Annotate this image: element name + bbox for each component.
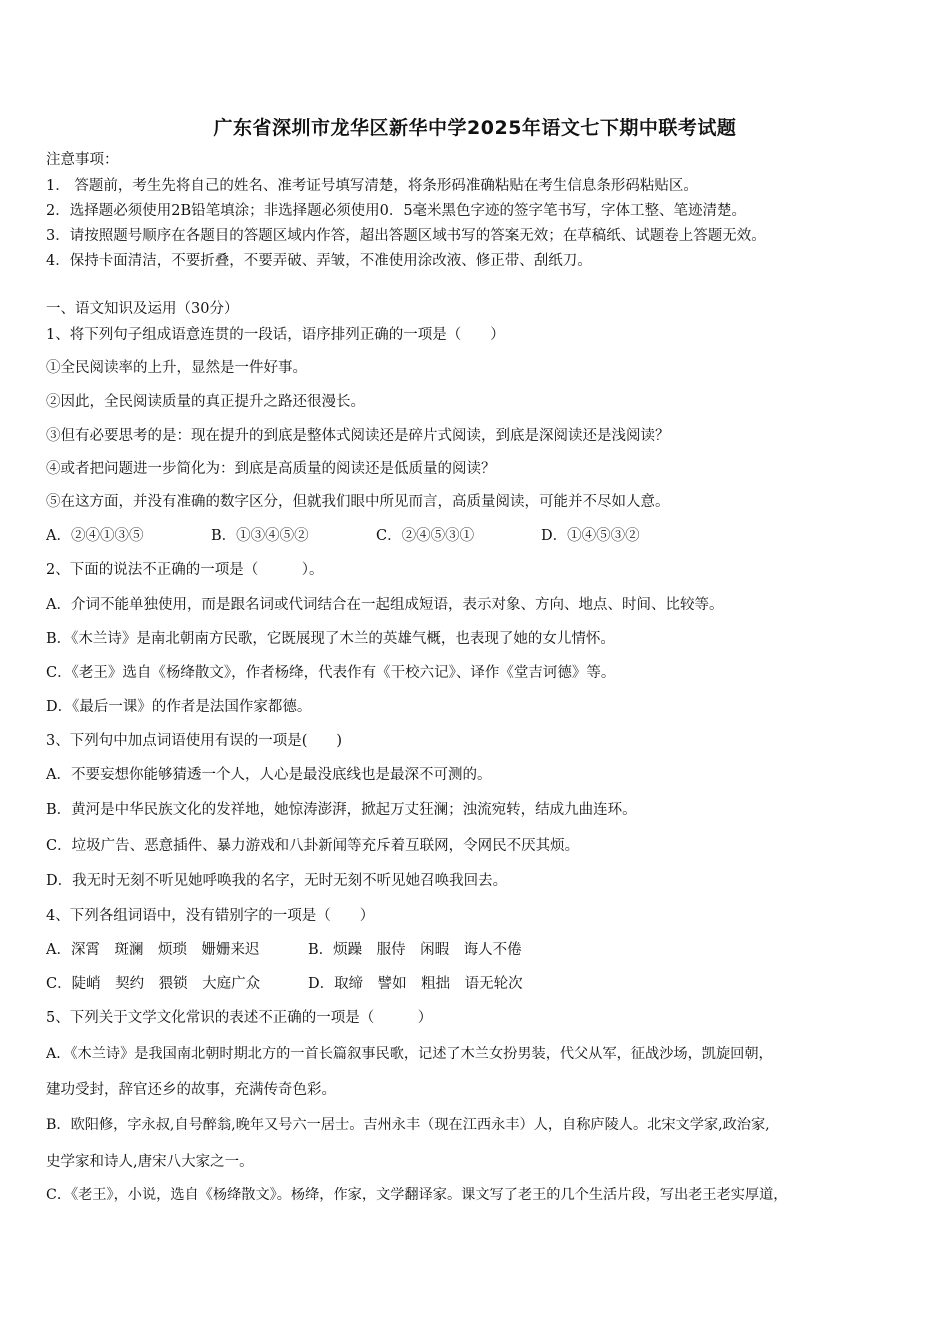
q3-option: C．垃圾广告、恶意插件、暴力游戏和八卦新闻等充斥着互联网，令网民不厌其烦。 xyxy=(46,838,580,854)
q3-stem: 3、下列句中加点词语使用有误的一项是( ) xyxy=(46,733,343,749)
q5-option-line: 建功受封，辞官还乡的故事，充满传奇色彩。 xyxy=(46,1082,336,1098)
q2-stem: 2、下面的说法不正确的一项是（ ）。 xyxy=(46,562,324,578)
q1-sentence: ①全民阅读率的上升，显然是一件好事。 xyxy=(46,360,307,376)
q1-sentence: ④或者把问题进一步简化为：到底是高质量的阅读还是低质量的阅读？ xyxy=(46,461,496,477)
notice-item: 2．选择题必须使用2B铅笔填涂；非选择题必须使用0．5毫米黑色字迹的签字笔书写，字体工整、笔迹清楚。 xyxy=(46,203,747,219)
q1-option-c: C．②④⑤③① xyxy=(376,528,475,544)
section-heading: 一、语文知识及运用（30分） xyxy=(46,301,239,317)
q1-option-b: B．①③④⑤② xyxy=(211,528,309,544)
q4-option-b: B．烦躁 服侍 闲暇 诲人不倦 xyxy=(308,942,522,958)
q1-sentence: ⑤在这方面，并没有准确的数字区分，但就我们眼中所见而言，高质量阅读，可能并不尽如人意。 xyxy=(46,494,670,510)
q2-option: D．《最后一课》的作者是法国作家都德。 xyxy=(46,699,312,715)
q3-option: A．不要妄想你能够猜透一个人，人心是最没底线也是最深不可测的。 xyxy=(46,767,492,783)
q4-options-row xyxy=(46,940,522,960)
q3-option: D．我无时无刻不听见她呼唤我的名字，无时无刻不听见她召唤我回去。 xyxy=(46,873,508,889)
q1-sentence: ②因此，全民阅读质量的真正提升之路还很漫长。 xyxy=(46,394,365,410)
q1-sentence: ③但有必要思考的是：现在提升的到底是整体式阅读还是碎片式阅读，到底是深阅读还是浅阅读？ xyxy=(46,428,670,444)
notice-heading: 注意事项： xyxy=(46,152,119,168)
q2-option: A．介词不能单独使用，而是跟名词或代词结合在一起组成短语，表示对象、方向、地点、时间、比较等。 xyxy=(46,597,724,613)
q5-option-line: C．《老王》，小说，选自《杨绛散文》。杨绛，作家，文学翻译家。课文写了老王的几个生活片段，写出老王老实厚道， xyxy=(46,1187,788,1203)
page-title: 广东省深圳市龙华区新华中学2025年语文七下期中联考试题 xyxy=(213,117,737,139)
q2-option: B．《木兰诗》是南北朝南方民歌，它既展现了木兰的英雄气概，也表现了她的女儿情怀。 xyxy=(46,631,615,647)
q1-options xyxy=(46,526,640,546)
q4-options-row xyxy=(46,974,523,994)
q4-stem: 4、下列各组词语中，没有错别字的一项是（ ） xyxy=(46,908,375,924)
q4-option-a: A．深霄 斑澜 烦琐 姗姗来迟 xyxy=(46,942,260,958)
q1-option-a: A．②④①③⑤ xyxy=(46,528,144,544)
notice-item: 1． 答题前，考生先将自己的姓名、准考证号填写清楚，将条形码准确粘贴在考生信息条形码粘贴区。 xyxy=(46,178,698,194)
notice-item: 3．请按照题号顺序在各题目的答题区域内作答，超出答题区域书写的答案无效；在草稿纸、试题卷上答题无效。 xyxy=(46,228,766,244)
q5-option-line: A．《木兰诗》是我国南北朝时期北方的一首长篇叙事民歌，记述了木兰女扮男装，代父从军，征战沙场，凯旋回朝， xyxy=(46,1046,773,1062)
q1-option-d: D．①④⑤③② xyxy=(541,528,640,544)
q3-option: B．黄河是中华民族文化的发祥地，她惊涛澎湃，掀起万丈狂澜；浊流宛转，结成九曲连环。 xyxy=(46,802,637,818)
q5-stem: 5、下列关于文学文化常识的表述不正确的一项是（ ） xyxy=(46,1010,433,1026)
q4-option-c: C．陡峭 契约 猥锁 大庭广众 xyxy=(46,976,261,992)
q2-option: C．《老王》选自《杨绛散文》，作者杨绛，代表作有《干校六记》、译作《堂吉诃德》等。 xyxy=(46,665,616,681)
q5-option-line: B．欧阳修，字永叔,自号醉翁,晚年又号六一居士。吉州永丰（现在江西永丰）人，自称庐陵人。北宋文学家,政治家, xyxy=(46,1117,770,1133)
notice-item: 4．保持卡面清洁，不要折叠，不要弄破、弄皱，不准使用涂改液、修正带、刮纸刀。 xyxy=(46,253,592,269)
q5-option-line: 史学家和诗人,唐宋八大家之一。 xyxy=(46,1154,254,1170)
q1-stem: 1、将下列句子组成语意连贯的一段话，语序排列正确的一项是（ ） xyxy=(46,327,505,343)
q4-option-d: D．取缔 譬如 粗拙 语无轮次 xyxy=(308,976,523,992)
